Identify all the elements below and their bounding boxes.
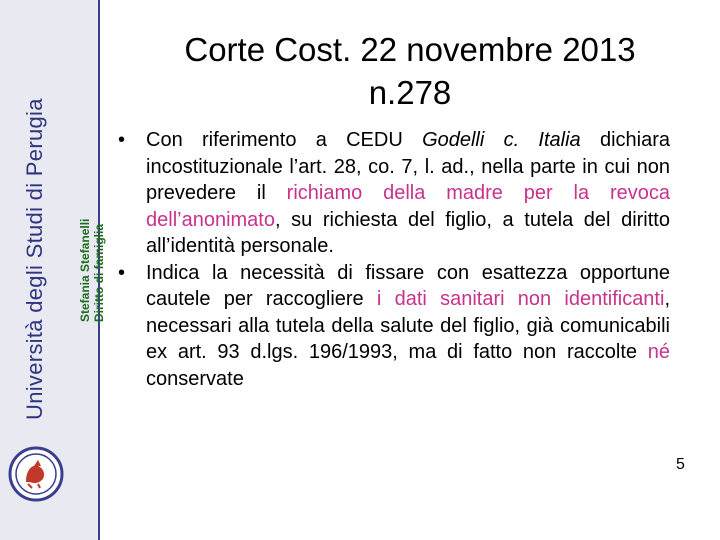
highlighted-text: richiamo della madre per la revoca dell’anonimato bbox=[146, 182, 670, 231]
bullet-icon: • bbox=[118, 261, 126, 284]
university-seal-icon bbox=[8, 446, 64, 502]
title-line-2: n.278 bbox=[368, 74, 452, 111]
slide-title bbox=[118, 28, 702, 114]
highlighted-text: i dati sanitari non identificanti bbox=[376, 288, 665, 310]
italic-text: Godelli c. Italia bbox=[422, 129, 581, 151]
bullet-text: , su richiesta del figlio, a tutela del diritto all’identità personale. bbox=[146, 208, 670, 257]
author-block bbox=[78, 219, 106, 322]
bullet-list bbox=[118, 127, 670, 392]
highlighted-text: né bbox=[647, 341, 670, 363]
page-number: 5 bbox=[676, 456, 685, 473]
bullet-text: conservate bbox=[146, 367, 244, 390]
bullet-item bbox=[118, 127, 670, 260]
bullet-item bbox=[118, 260, 670, 393]
bullet-text: Con riferimento a CEDU bbox=[146, 129, 423, 151]
sidebar bbox=[0, 0, 106, 540]
university-name: Università degli Studi di Perugia bbox=[22, 98, 47, 420]
bullet-text: Indica la necessità di fissare con esattezza opportune cautele per raccogliere bbox=[146, 261, 670, 310]
bullet-text: dichiara incostituzionale l’art. 28, co. 7, l. ad., nella parte in cui non prevedere il bbox=[146, 129, 670, 204]
author-name: Stefania Stefanelli bbox=[78, 218, 92, 322]
title-line-1: Corte Cost. 22 novembre 2013 bbox=[184, 31, 636, 68]
bullet-icon: • bbox=[118, 129, 126, 151]
course-name: Diritto di famiglia bbox=[92, 223, 106, 322]
bullet-text: , necessari alla tutela della salute del figlio, già comunicabili ex art. 93 d.lgs. 196/1993, ma di fatto non raccolte bbox=[146, 288, 670, 363]
